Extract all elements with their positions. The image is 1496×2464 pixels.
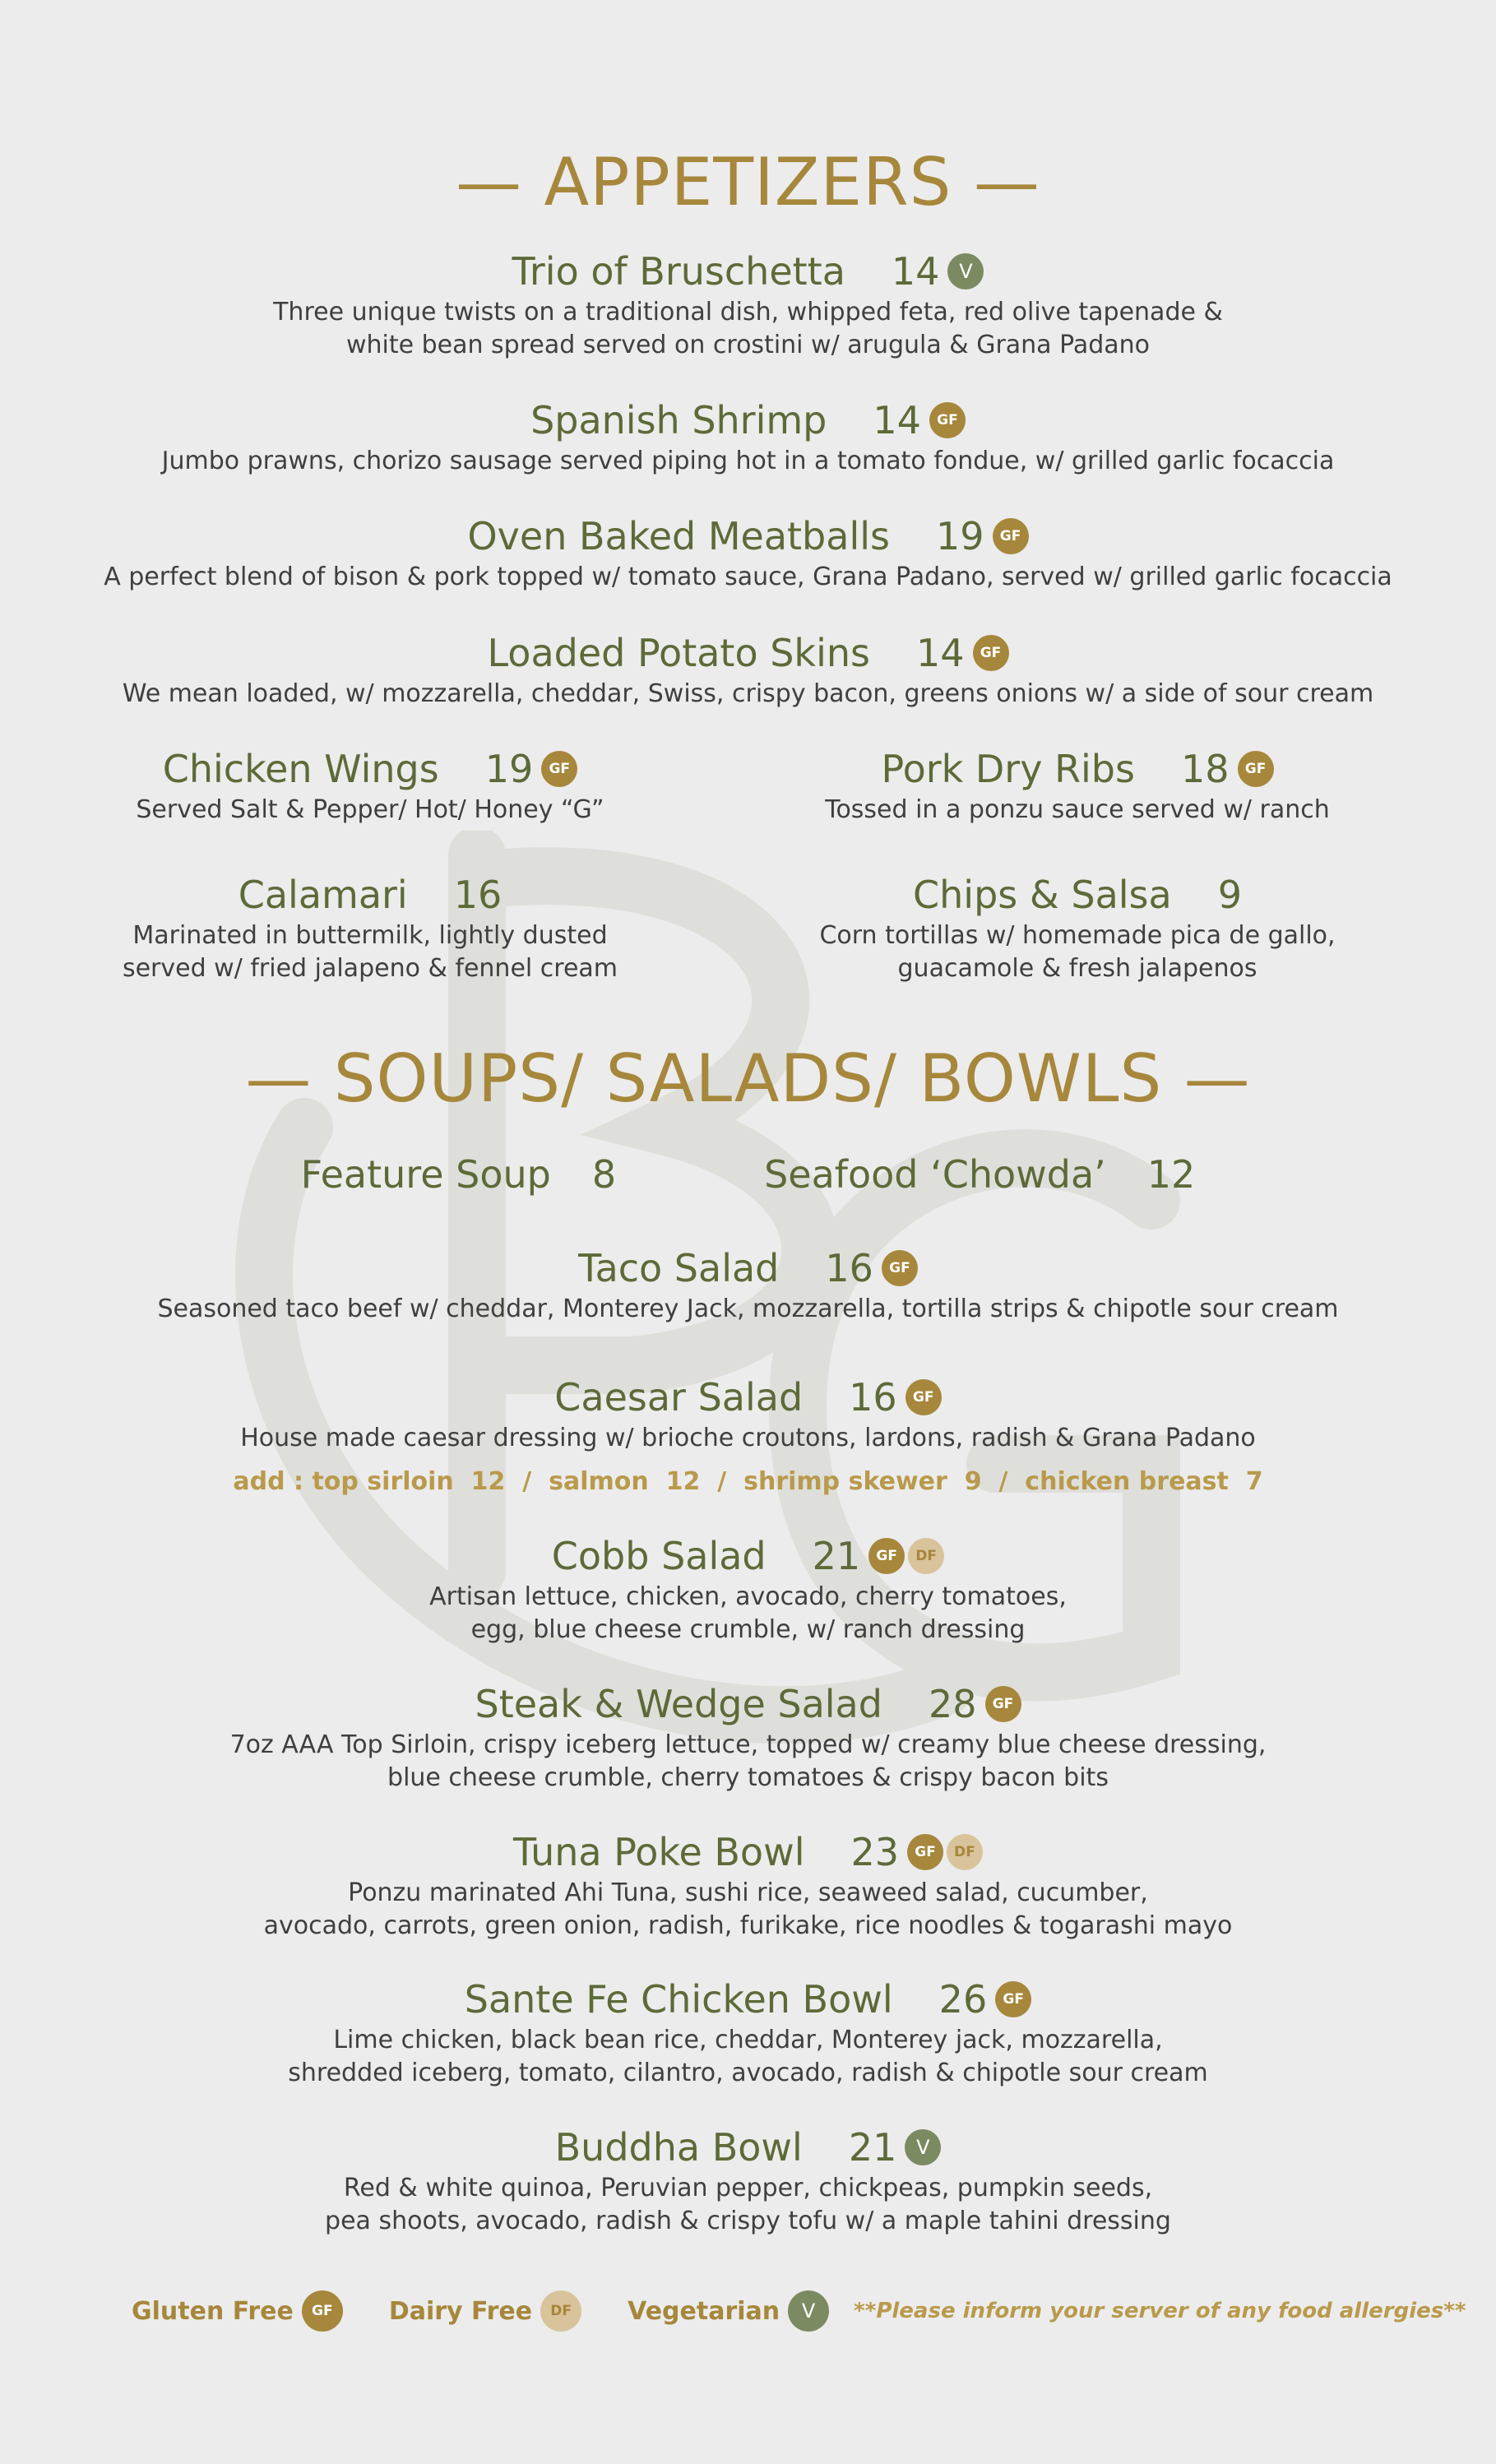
item-price: 18 — [1180, 747, 1230, 791]
dietary-legend — [132, 2290, 1466, 2332]
item-name: Steak & Wedge Salad — [475, 1682, 882, 1726]
item-price: 16 — [849, 1375, 897, 1420]
gluten-free-badge: GF — [993, 518, 1029, 554]
item-name: Spanish Shrimp — [530, 398, 827, 442]
item-name: Cobb Salad — [551, 1534, 767, 1578]
item-description: pea shoots, avocado, radish & crispy tofu w/ a maple tahini dressing — [325, 2207, 1171, 2235]
section-title-appetizers: — APPETIZERS — — [456, 144, 1040, 220]
gluten-free-badge: GF — [995, 1981, 1031, 2017]
item-description: white bean spread served on crostini w/ arugula & Grana Padano — [345, 331, 1151, 359]
menu-item — [0, 512, 1496, 594]
item-name: Pork Dry Ribs — [881, 747, 1135, 791]
item-price: 19 — [935, 514, 984, 558]
section-title-soups-salads-bowls: — SOUPS/ SALADS/ BOWLS — — [245, 1040, 1251, 1117]
legend-gluten-free — [132, 2290, 343, 2332]
gluten-free-badge: GF — [985, 1686, 1021, 1722]
item-name: Seafood ‘Chowda’ — [764, 1152, 1106, 1197]
item-description: guacamole & fresh jalapenos — [897, 954, 1257, 983]
item-price: 19 — [484, 747, 534, 791]
gluten-free-badge: GF — [929, 402, 966, 438]
item-description: Three unique twists on a traditional dish, whipped feta, red olive tapenade & — [273, 298, 1223, 327]
gluten-free-badge: GF — [973, 635, 1009, 671]
legend-label: Gluten Free — [132, 2296, 294, 2326]
item-description: Red & white quinoa, Peruvian pepper, chickpeas, pumpkin seeds, — [343, 2174, 1153, 2202]
item-price: 16 — [825, 1246, 873, 1290]
allergy-note: **Please inform your server of any food allergies** — [854, 2299, 1466, 2323]
vegetarian-badge: V — [947, 253, 984, 289]
gluten-free-badge: GF — [868, 1538, 905, 1574]
menu-item — [58, 744, 683, 827]
item-description: avocado, carrots, green onion, radish, furikake, rice noodles & togarashi mayo — [263, 1911, 1233, 1940]
gluten-free-badge: GF — [882, 1250, 918, 1286]
item-description: Corn tortillas w/ homemade pica de gallo, — [819, 921, 1336, 950]
item-name: Tuna Poke Bowl — [512, 1830, 805, 1874]
menu-item — [0, 1679, 1496, 1795]
feature-item — [764, 1150, 1195, 1199]
item-price: 21 — [848, 2125, 897, 2170]
item-price: 14 — [891, 249, 940, 294]
item-name: Chicken Wings — [162, 747, 439, 791]
item-description: Ponzu marinated Ahi Tuna, sushi rice, seaweed salad, cucumber, — [348, 1878, 1148, 1907]
menu-item — [0, 1244, 1496, 1326]
item-name: Buddha Bowl — [554, 2125, 803, 2170]
menu-item — [0, 1373, 1496, 1455]
gluten-free-badge: GF — [905, 1379, 942, 1415]
menu-item — [0, 1827, 1496, 1943]
item-description: A perfect blend of bison & pork topped w/ tomato sauce, Grana Padano, served w/ grilled garlic focaccia — [104, 563, 1392, 591]
menu-item — [0, 396, 1496, 478]
feature-soup-row — [0, 1150, 1496, 1199]
item-price: 14 — [915, 631, 965, 675]
item-price: 9 — [1217, 873, 1242, 917]
legend-dairy-free — [389, 2290, 581, 2332]
item-description: egg, blue cheese crumble, w/ ranch dressing — [470, 1615, 1026, 1644]
item-price: 21 — [812, 1534, 861, 1578]
menu-item — [0, 1975, 1496, 2090]
menu-item — [58, 870, 683, 985]
legend-label: Dairy Free — [388, 2296, 533, 2326]
item-name: Caesar Salad — [554, 1375, 804, 1420]
item-description: blue cheese crumble, cherry tomatoes & crispy bacon bits — [387, 1763, 1109, 1792]
item-name: Trio of Bruschetta — [512, 249, 845, 294]
menu-item — [0, 628, 1496, 711]
item-description: We mean loaded, w/ mozzarella, cheddar, Swiss, crispy bacon, greens onions w/ a side of sour cream — [122, 679, 1374, 708]
legend-label: Vegetarian — [628, 2296, 780, 2326]
item-price: 8 — [591, 1152, 617, 1197]
item-name: Oven Baked Meatballs — [467, 514, 890, 558]
item-price: 23 — [850, 1830, 900, 1874]
item-price: 14 — [873, 398, 921, 442]
gluten-free-badge: GF — [907, 1834, 943, 1870]
item-price: 16 — [453, 873, 503, 917]
menu-item — [0, 2123, 1496, 2238]
gluten-free-badge: GF — [541, 751, 577, 787]
dairy-free-badge: DF — [947, 1834, 983, 1870]
item-description: Served Salt & Pepper/ Hot/ Honey “G” — [136, 795, 604, 824]
item-description: Jumbo prawns, chorizo sausage served piping hot in a tomato fondue, w/ grilled garlic focaccia — [161, 447, 1335, 475]
item-name: Feature Soup — [300, 1152, 551, 1197]
caesar-addons: add : top sirloin 12 / salmon 12 / shrimp skewer 9 / chicken breast 7 — [233, 1467, 1263, 1496]
dairy-free-badge: DF — [908, 1538, 944, 1574]
item-description: shredded iceberg, tomato, cilantro, avocado, radish & chipotle sour cream — [288, 2059, 1208, 2087]
item-description: Tossed in a ponzu sauce served w/ ranch — [825, 795, 1330, 824]
item-name: Loaded Potato Skins — [487, 631, 870, 675]
item-name: Sante Fe Chicken Bowl — [464, 1977, 893, 2022]
dairy-free-badge: DF — [540, 2290, 581, 2332]
item-description: Marinated in buttermilk, lightly dusted — [132, 921, 608, 950]
menu-item — [0, 1531, 1496, 1647]
item-description: Artisan lettuce, chicken, avocado, cherry tomatoes, — [429, 1582, 1067, 1611]
item-description: Seasoned taco beef w/ cheddar, Monterey Jack, mozzarella, tortilla strips & chipotle sour cream — [157, 1295, 1339, 1323]
vegetarian-badge: V — [905, 2129, 941, 2165]
menu-item — [0, 247, 1496, 362]
vegetarian-badge: V — [788, 2290, 829, 2332]
item-price: 12 — [1146, 1152, 1196, 1197]
legend-vegetarian — [628, 2290, 829, 2332]
item-description: 7oz AAA Top Sirloin, crispy iceberg lettuce, topped w/ creamy blue cheese dressing, — [229, 1730, 1267, 1759]
menu-item — [765, 744, 1390, 827]
menu-item — [765, 870, 1390, 985]
feature-item — [301, 1150, 616, 1199]
item-price: 26 — [938, 1977, 988, 2022]
item-name: Taco Salad — [578, 1246, 780, 1290]
item-name: Calamari — [238, 873, 408, 917]
item-description: House made caesar dressing w/ brioche croutons, lardons, radish & Grana Padano — [240, 1424, 1256, 1452]
item-name: Chips & Salsa — [913, 873, 1172, 917]
item-description: served w/ fried jalapeno & fennel cream — [122, 954, 618, 983]
item-price: 28 — [928, 1682, 977, 1726]
item-description: Lime chicken, black bean rice, cheddar, Monterey jack, mozzarella, — [333, 2026, 1163, 2054]
gluten-free-badge: GF — [1238, 751, 1274, 787]
gluten-free-badge: GF — [302, 2290, 343, 2332]
